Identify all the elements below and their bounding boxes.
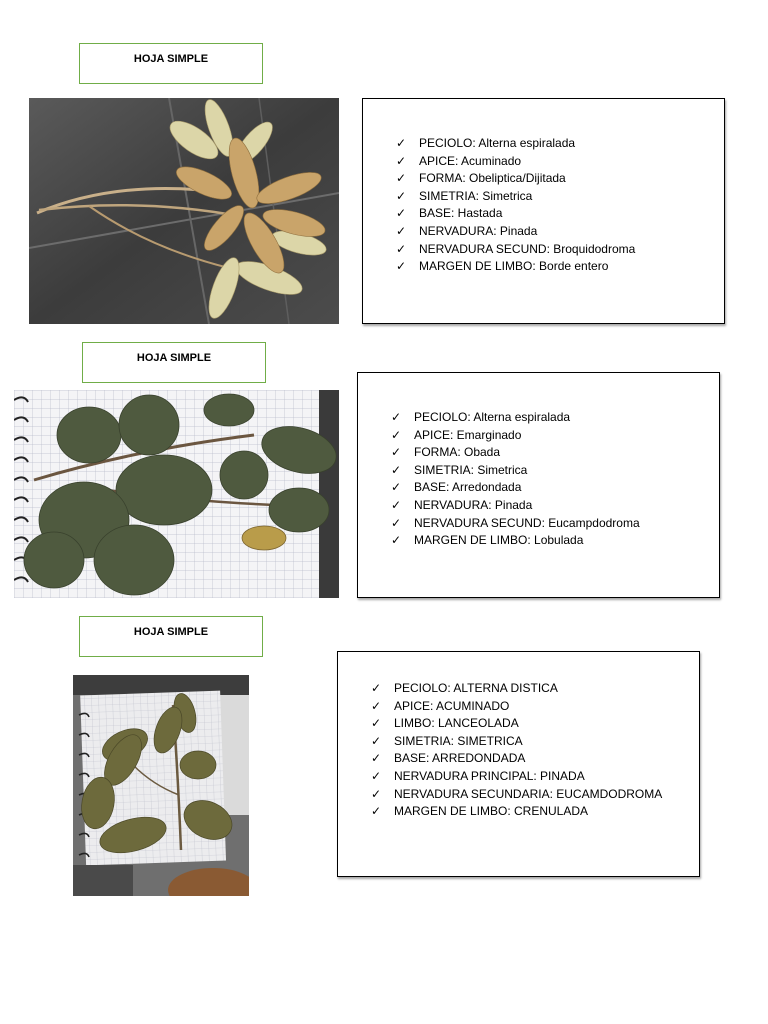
check-icon: ✓ [391,497,402,512]
check-icon: ✓ [396,136,407,150]
section-3-title [79,616,263,657]
trait-item: ✓ BASE: ARREDONDADA [371,750,662,768]
check-icon: ✓ [391,445,402,460]
trait-item: ✓ BASE: Hastada [396,205,635,223]
trait-item: ✓ PECIOLO: ALTERNA DISTICA [371,680,662,698]
trait-item: ✓ FORMA: Obeliptica/Dijitada [396,170,635,188]
section-1-info-box [362,98,725,324]
check-icon: ✓ [371,716,382,731]
trait-item: ✓ PECIOLO: Alterna espiralada [396,135,635,153]
section-1-title [79,43,263,84]
trait-item: ✓ MARGEN DE LIMBO: CRENULADA [371,803,662,821]
section-2-title [82,342,266,383]
section-3-title-text: HOJA SIMPLE [133,626,209,638]
section-1-trait-list [396,135,635,276]
trait-item: ✓ FORMA: Obada [391,444,640,462]
trait-item: ✓ NERVADURA SECUND: Broquidodroma [396,241,635,259]
check-icon: ✓ [396,241,407,256]
check-icon: ✓ [391,462,402,477]
trait-item: ✓ APICE: Emarginado [391,427,640,445]
leaf-photo-1 [29,98,339,324]
trait-item: ✓ NERVADURA: Pinada [391,497,640,515]
section-2-info-box [357,372,720,598]
check-icon: ✓ [371,751,382,766]
trait-item: ✓ NERVADURA PRINCIPAL: PINADA [371,768,662,786]
trait-item: ✓ PECIOLO: Alterna espiralada [391,409,640,427]
leaf-photo-3 [73,675,249,896]
trait-item: ✓ MARGEN DE LIMBO: Borde entero [396,258,635,276]
check-icon: ✓ [396,259,407,274]
trait-item: ✓ APICE: ACUMINADO [371,698,662,716]
section-3-trait-list [371,680,662,821]
check-icon: ✓ [396,188,407,203]
section-1-title-text: HOJA SIMPLE [133,53,209,65]
check-icon: ✓ [391,533,402,548]
check-icon: ✓ [371,681,382,695]
check-icon: ✓ [391,427,402,442]
check-icon: ✓ [371,698,382,713]
trait-item: ✓ NERVADURA SECUND: Eucampdodroma [391,515,640,533]
section-2-trait-list [391,409,640,550]
check-icon: ✓ [391,410,402,424]
check-icon: ✓ [391,480,402,495]
section-3-info-box [337,651,700,877]
trait-item: ✓ SIMETRIA: Simetrica [391,462,640,480]
trait-item: ✓ NERVADURA SECUNDARIA: EUCAMDODROMA [371,786,662,804]
check-icon: ✓ [396,223,407,238]
trait-item: ✓ NERVADURA: Pinada [396,223,635,241]
check-icon: ✓ [396,153,407,168]
leaf-photo-2 [14,390,339,598]
check-icon: ✓ [371,786,382,801]
trait-item: ✓ APICE: Acuminado [396,153,635,171]
check-icon: ✓ [396,206,407,221]
trait-item: ✓ SIMETRIA: SIMETRICA [371,733,662,751]
check-icon: ✓ [371,733,382,748]
check-icon: ✓ [371,768,382,783]
check-icon: ✓ [396,171,407,186]
check-icon: ✓ [391,515,402,530]
section-2-title-text: HOJA SIMPLE [136,352,212,364]
trait-item: ✓ BASE: Arredondada [391,479,640,497]
trait-item: ✓ SIMETRIA: Simetrica [396,188,635,206]
check-icon: ✓ [371,804,382,819]
trait-item: ✓ LIMBO: LANCEOLADA [371,715,662,733]
trait-item: ✓ MARGEN DE LIMBO: Lobulada [391,532,640,550]
